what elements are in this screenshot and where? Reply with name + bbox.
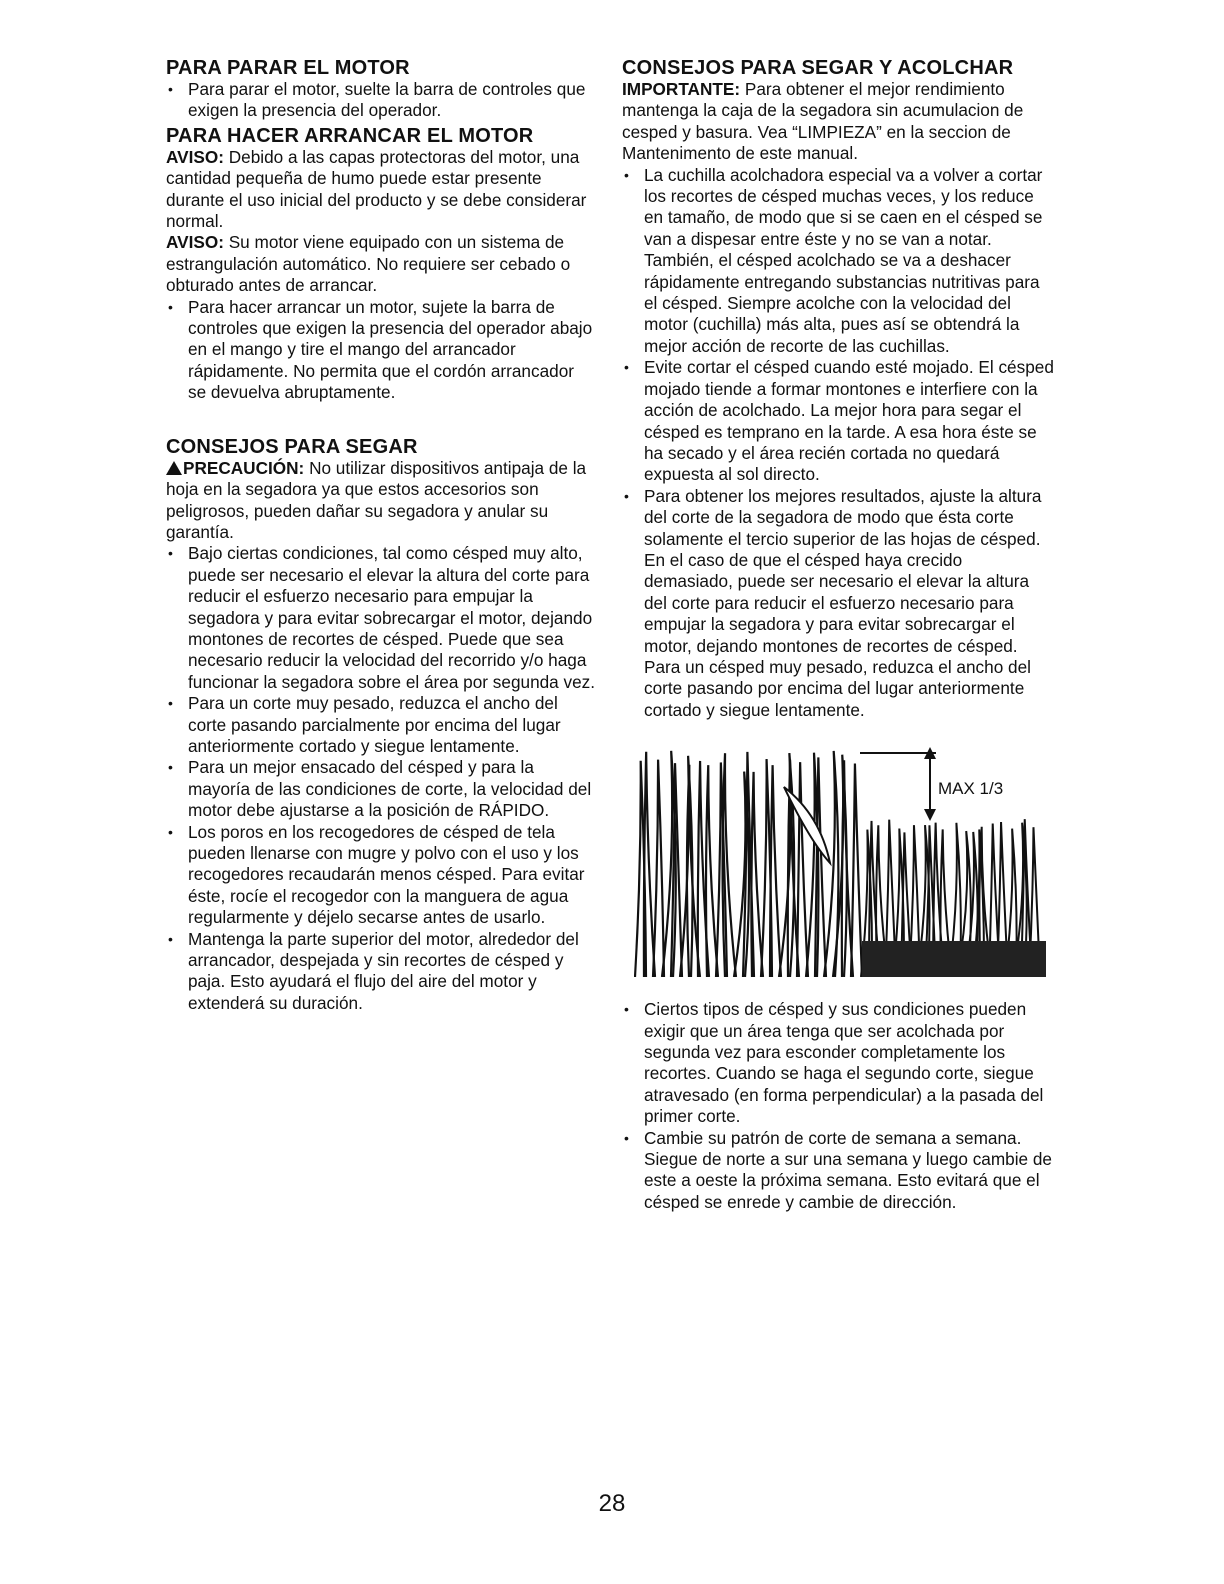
mowing-tips-heading: CONSEJOS PARA SEGAR: [166, 435, 418, 458]
aviso-label: AVISO:: [166, 146, 224, 167]
grass-blade: [653, 760, 664, 977]
mulching-tips-list: [622, 165, 1054, 722]
page-number: 28: [598, 1490, 626, 1517]
tall-grass-blades: [635, 751, 862, 977]
stop-engine-list: [166, 79, 596, 122]
aviso-paragraph-1: [166, 147, 596, 233]
start-engine-heading: PARA HACER ARRANCAR EL MOTOR: [166, 124, 534, 147]
list-item: • Para un corte muy pesado, reduzca el ancho del corte pasando parcialmente por encima del lugar anteriormente cortado y siegue lentamente.: [166, 693, 596, 757]
caution-paragraph: [166, 458, 596, 544]
stop-engine-heading: PARA PARAR EL MOTOR: [166, 57, 410, 79]
list-item: • Evite cortar el césped cuando esté mojado. El césped mojado tiende a formar montones e interfiere con la acción de acolchado. La mejor hora para segar el césped es temprano en la tarde. A esa hora éste se ha secado y el área recién cortada no quedará expuesta al sol directo.: [622, 357, 1054, 485]
list-item: • Para parar el motor, suelte la barra de controles que exigen la presencia del operador.: [166, 79, 596, 122]
max-arrow-down: [924, 809, 936, 821]
list-item: • Cambie su patrón de corte de semana a semana. Siegue de norte a sur una semana y luego cambie de este a oeste la próxima semana. Esto evitará que el césped se enrede y cambie de dirección.: [622, 1128, 1054, 1214]
mulching-tips-list-continued: [622, 999, 1054, 1213]
grass-blade: [797, 762, 808, 977]
aviso-label: AVISO:: [166, 232, 224, 253]
important-paragraph: [622, 79, 1054, 165]
aviso-text: Debido a las capas protectoras del motor, una cantidad pequeña de humo puede estar presente durante el uso inicial del producto y se debe considerar normal.: [166, 146, 587, 232]
list-item: • Para obtener los mejores resultados, ajuste la altura del corte de la segadora de modo que ésta corte solamente el tercio superior de las hojas de césped. En el caso de que el césped haya crecido demasiado, puede ser necesario el elevar la altura del corte para reducir el esfuerzo necesario para empujar la segadora y para evitar sobrecargar el motor, dejando montones de recortes de césped. Para un césped muy pesado, reduzca el ancho del corte pasando por encima del lugar anteriormente cortado y siegue lentamente.: [622, 486, 1054, 721]
list-item: • La cuchilla acolchadora especial va a volver a cortar los recortes de césped muchas veces, y los reduce en tamaño, de modo que si se caen en el césped se van a dispesar entre éste y no se van a notar. También, el césped acolchado se va a deshacer rápidamente entregando substancias nutritivas para el césped. Siempre acolche con la velocidad del motor (cuchilla) más alta, pues así se obtendrá la mejor acción de recorte de las cuchillas.: [622, 165, 1054, 358]
left-column: [166, 58, 596, 1014]
start-engine-list: [166, 297, 596, 404]
right-column: [622, 58, 1054, 1213]
mowing-tips-list: [166, 543, 596, 1014]
list-item: • Los poros en los recogedores de césped de tela pueden llenarse con mugre y polvo con el uso y los recogedores recaudarán menos césped. Para evitar éste, rocíe el recogedor con la manguera de agua regularmente y déjelo secarse antes de usarlo.: [166, 822, 596, 929]
max-one-third-label: MAX 1/3: [938, 779, 1004, 799]
grass-blade: [851, 764, 862, 978]
list-item: • Mantenga la parte superior del motor, alrededor del arrancador, despejada y sin recortes de césped y paja. Esto ayudará el flujo del aire del motor y extenderá su duración.: [166, 929, 596, 1015]
caution-text: No utilizar dispositivos antipaja de la hoja en la segadora ya que estos accesorios son peligrosos, pueden dañar su segadora y anular su garantía.: [166, 457, 587, 542]
warning-triangle-icon: [166, 461, 182, 475]
grass-cut-figure: [634, 745, 1046, 977]
caution-label: PRECAUCIÓN:: [183, 457, 305, 478]
list-item: • Para hacer arrancar un motor, sujete la barra de controles que exigen la presencia del operador abajo en el mango y tire el mango del arrancador rápidamente. No permita que el cordón arrancador se devuelva abruptamente.: [166, 297, 596, 404]
grass-base-shadow: [862, 941, 1046, 977]
important-text: Para obtener el mejor rendimiento mantenga la caja de la segadora sin acumulacion de cesped y basura. Vea “LIMPIEZA” en la seccion de Mantenimento de este manual.: [622, 79, 1024, 164]
list-item: • Ciertos tipos de césped y sus condiciones pueden exigir que un área tenga que ser acolchada por segunda vez para esconder completamente los recortes. Cuando se haga el segundo corte, siegue atravesado (en forma perpendicular) a la pasada del primer corte.: [622, 999, 1054, 1127]
aviso-paragraph-2: [166, 232, 596, 296]
list-item: • Bajo ciertas condiciones, tal como césped muy alto, puede ser necesario el elevar la altura del corte para reducir el esfuerzo necesario para empujar la segadora y para evitar sobrecargar el motor, dejando montones de recortes de césped. Puede que sea necesario reducir la velocidad del recorrido y/o haga funcionar la segadora sobre el área por segunda vez.: [166, 543, 596, 693]
mulching-tips-heading: CONSEJOS PARA SEGAR Y ACOLCHAR: [622, 57, 1014, 79]
list-item: • Para un mejor ensacado del césped y para la mayoría de las condiciones de corte, la velocidad del motor debe ajustarse a la posición de RÁPIDO.: [166, 757, 596, 821]
important-label: IMPORTANTE:: [622, 79, 741, 99]
aviso-text: Su motor viene equipado con un sistema de estrangulación automático. No requiere ser cebado o obturado antes de arrancar.: [166, 232, 571, 296]
